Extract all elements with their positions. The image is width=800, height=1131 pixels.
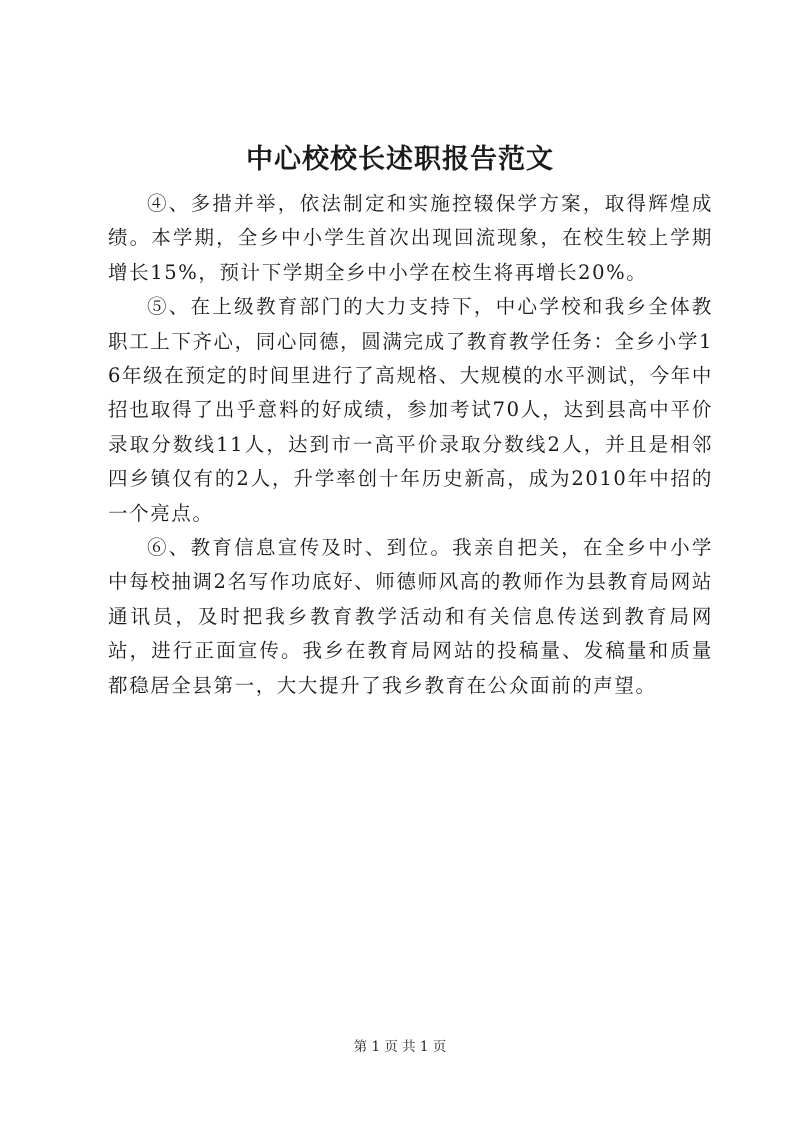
paragraph-item-6: ⑥、教育信息宣传及时、到位。我亲自把关，在全乡中小学中每校抽调2名写作功底好、师德师风高的教师作为县教育局网站通讯员，及时把我乡教育教学活动和有关信息传送到教育局网站，进行正面宣传。我乡在教育局网站的投稿量、发稿量和质量都稳居全县第一，大大提升了我乡教育在公众面前的声望。 [108,536,713,697]
paragraph-item-4: ④、多措并举，依法制定和实施控辍保学方案，取得辉煌成绩。本学期，全乡中小学生首次出现回流现象，在校生较上学期增长15%，预计下学期全乡中小学在校生将再增长20%。 [108,192,713,284]
page-number-footer: 第 1 页 共 1 页 [353,1039,447,1055]
paragraph-item-5: ⑤、在上级教育部门的大力支持下，中心学校和我乡全体教职工上下齐心，同心同德，圆满完成了教育教学任务：全乡小学16年级在预定的时间里进行了高规格、大规模的水平测试，今年中招也取得了出乎意料的好成绩，参加考试70人，达到县高中平价录取分数线11人，达到市一高平价录取分数线2人，并且是相邻四乡镇仅有的2人，升学率创十年历史新高，成为2010年中招的一个亮点。 [108,295,713,525]
document-title: 中心校校长述职报告范文 [246,144,554,175]
document-body [108,187,713,703]
